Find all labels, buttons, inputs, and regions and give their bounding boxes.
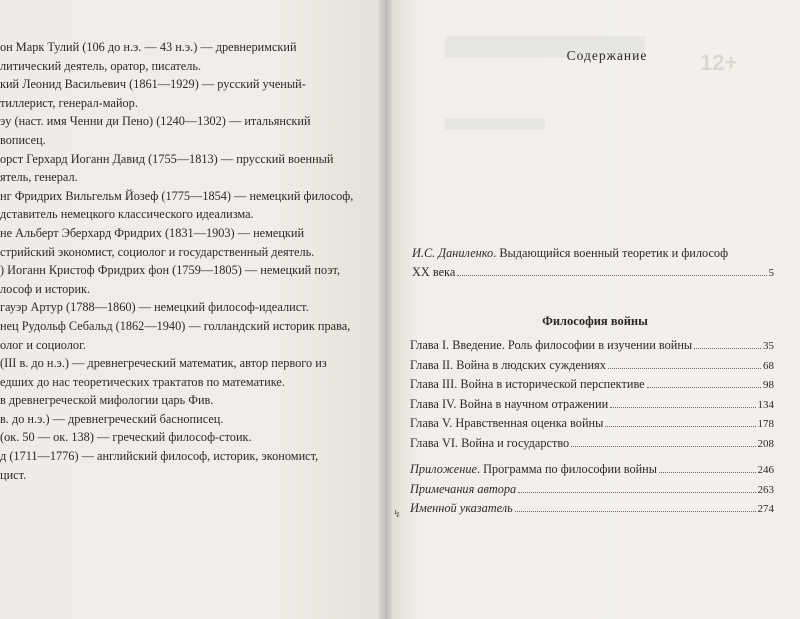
dot-leader (659, 472, 755, 473)
toc-entry-label: Глава III. Война в исторической перспективе (410, 377, 645, 392)
dot-leader (608, 368, 761, 369)
index-entry: лософ и историк. (0, 281, 91, 296)
toc-entry-label: Глава V. Нравственная оценка войны (410, 416, 604, 431)
section-title: Философия войны (542, 314, 648, 328)
page-number: 208 (757, 437, 774, 450)
index-entry: гауэр Артур (1788—1860) — немецкий философ-идеалист. (0, 300, 309, 315)
toc-entry[interactable] (410, 414, 774, 434)
pencil-mark: ↯ (393, 509, 402, 520)
index-entry: ятель, генерал. (0, 170, 78, 185)
appendix-list (410, 460, 774, 519)
bleed-through (445, 118, 545, 130)
dot-leader (571, 446, 755, 447)
toc-entry-label-italic: Приложение (410, 462, 477, 476)
dot-leader (605, 426, 755, 427)
toc-entry-label: Глава II. Война в людских суждениях (410, 357, 606, 372)
right-page (385, 0, 800, 619)
index-entry: кий Леонид Васильевич (1861—1929) — русский ученый- (0, 77, 306, 92)
toc-entry[interactable] (410, 395, 774, 415)
page-number: 274 (757, 503, 774, 516)
toc-entry-label-italic: Примечания автора (410, 481, 517, 496)
index-entry: не Альберт Эберхард Фридрих (1831—1903) — немецкий (0, 225, 305, 240)
chapter-list (410, 336, 774, 454)
name-index-list (0, 38, 370, 484)
preface-line2-text: XX века (412, 265, 456, 279)
index-entry: орст Герхард Иоганн Давид (1755—1813) — прусский военный (0, 151, 334, 166)
index-entry: цист. (0, 467, 27, 482)
dot-leader (647, 387, 761, 388)
index-entry: он Марк Тулий (106 до н.э. — 43 н.э.) — древнеримский (0, 40, 297, 54)
dot-leader (610, 407, 755, 408)
toc-entry-label (410, 480, 516, 499)
index-entry: в. до н.э.) — древнегреческий баснописец. (0, 411, 224, 426)
toc-entry-label: Глава IV. Война в научном отражении (410, 396, 609, 411)
index-entry: д (1711—1776) — английский философ, историк, экономист, (0, 449, 319, 464)
index-entry: нец Рудольф Себальд (1862—1940) — голландский историк права, (0, 318, 351, 333)
page-number: 246 (757, 464, 774, 476)
dot-leader (515, 511, 756, 512)
toc-entry-label: Глава I. Введение. Роль философии в изучении войны (410, 338, 693, 352)
toc-entry[interactable] (410, 375, 774, 395)
toc-entry-label-italic: Именной указатель (410, 501, 513, 516)
preface-line-2 (412, 263, 774, 283)
page-number: 98 (763, 379, 774, 392)
preface-line-1 (412, 244, 774, 263)
toc-entry[interactable] (410, 336, 774, 356)
toc-title: Содержание (566, 48, 648, 63)
page-number: 263 (757, 483, 774, 496)
page-number: 134 (757, 398, 774, 411)
preface-text: . Выдающийся военный теоретик и философ (493, 246, 729, 260)
toc-entry[interactable] (410, 434, 774, 454)
index-entry: эу (наст. имя Ченни ди Пено) (1240—1302) — итальянский (0, 114, 311, 129)
dot-leader (457, 275, 766, 276)
index-entry: олог и социолог. (0, 337, 86, 352)
index-entry: тиллерист, генерал-майор. (0, 95, 138, 110)
index-entry: дставитель немецкого классического идеализма. (0, 207, 254, 222)
page-number: 35 (763, 340, 774, 352)
toc-entry[interactable] (410, 499, 774, 519)
preface-entry (412, 244, 774, 283)
toc-entry-label (410, 499, 513, 518)
toc-entry-label-rest: . Программа по философии войны (476, 462, 658, 476)
index-entry: вописец. (0, 132, 46, 147)
page-number: 68 (763, 359, 774, 372)
toc-entry[interactable] (410, 480, 774, 500)
index-entry: стрийский экономист, социолог и государственный деятель. (0, 244, 315, 259)
toc-entry[interactable] (410, 356, 774, 376)
dot-leader (694, 348, 761, 349)
book-gutter (378, 0, 392, 619)
page-number: 178 (757, 418, 774, 431)
left-page (0, 0, 383, 619)
index-entry: ) Иоганн Кристоф Фридрих фон (1759—1805) — немецкий поэт, (0, 263, 341, 278)
age-rating-stamp: 12+ (700, 50, 738, 75)
index-entry: (III в. до н.э.) — древнегреческий математик, автор первого из (0, 356, 327, 371)
index-entry: в древнегреческой мифологии царь Фив. (0, 393, 214, 408)
toc-entry-label (410, 460, 657, 479)
dot-leader (518, 492, 755, 493)
index-entry: (ок. 50 — ок. 138) — греческий философ-стоик. (0, 430, 252, 445)
toc-entry[interactable] (410, 460, 774, 480)
index-entry: нг Фридрих Вильгельм Йозеф (1775—1854) — немецкий философ, (0, 188, 354, 203)
toc-entry-label: Глава VI. Война и государство (410, 435, 570, 450)
page-number: 5 (768, 267, 774, 279)
index-entry: литический деятель, оратор, писатель. (0, 58, 202, 73)
index-entry: едших до нас теоретических трактатов по математике. (0, 374, 285, 389)
preface-author: И.С. Даниленко (412, 246, 494, 260)
